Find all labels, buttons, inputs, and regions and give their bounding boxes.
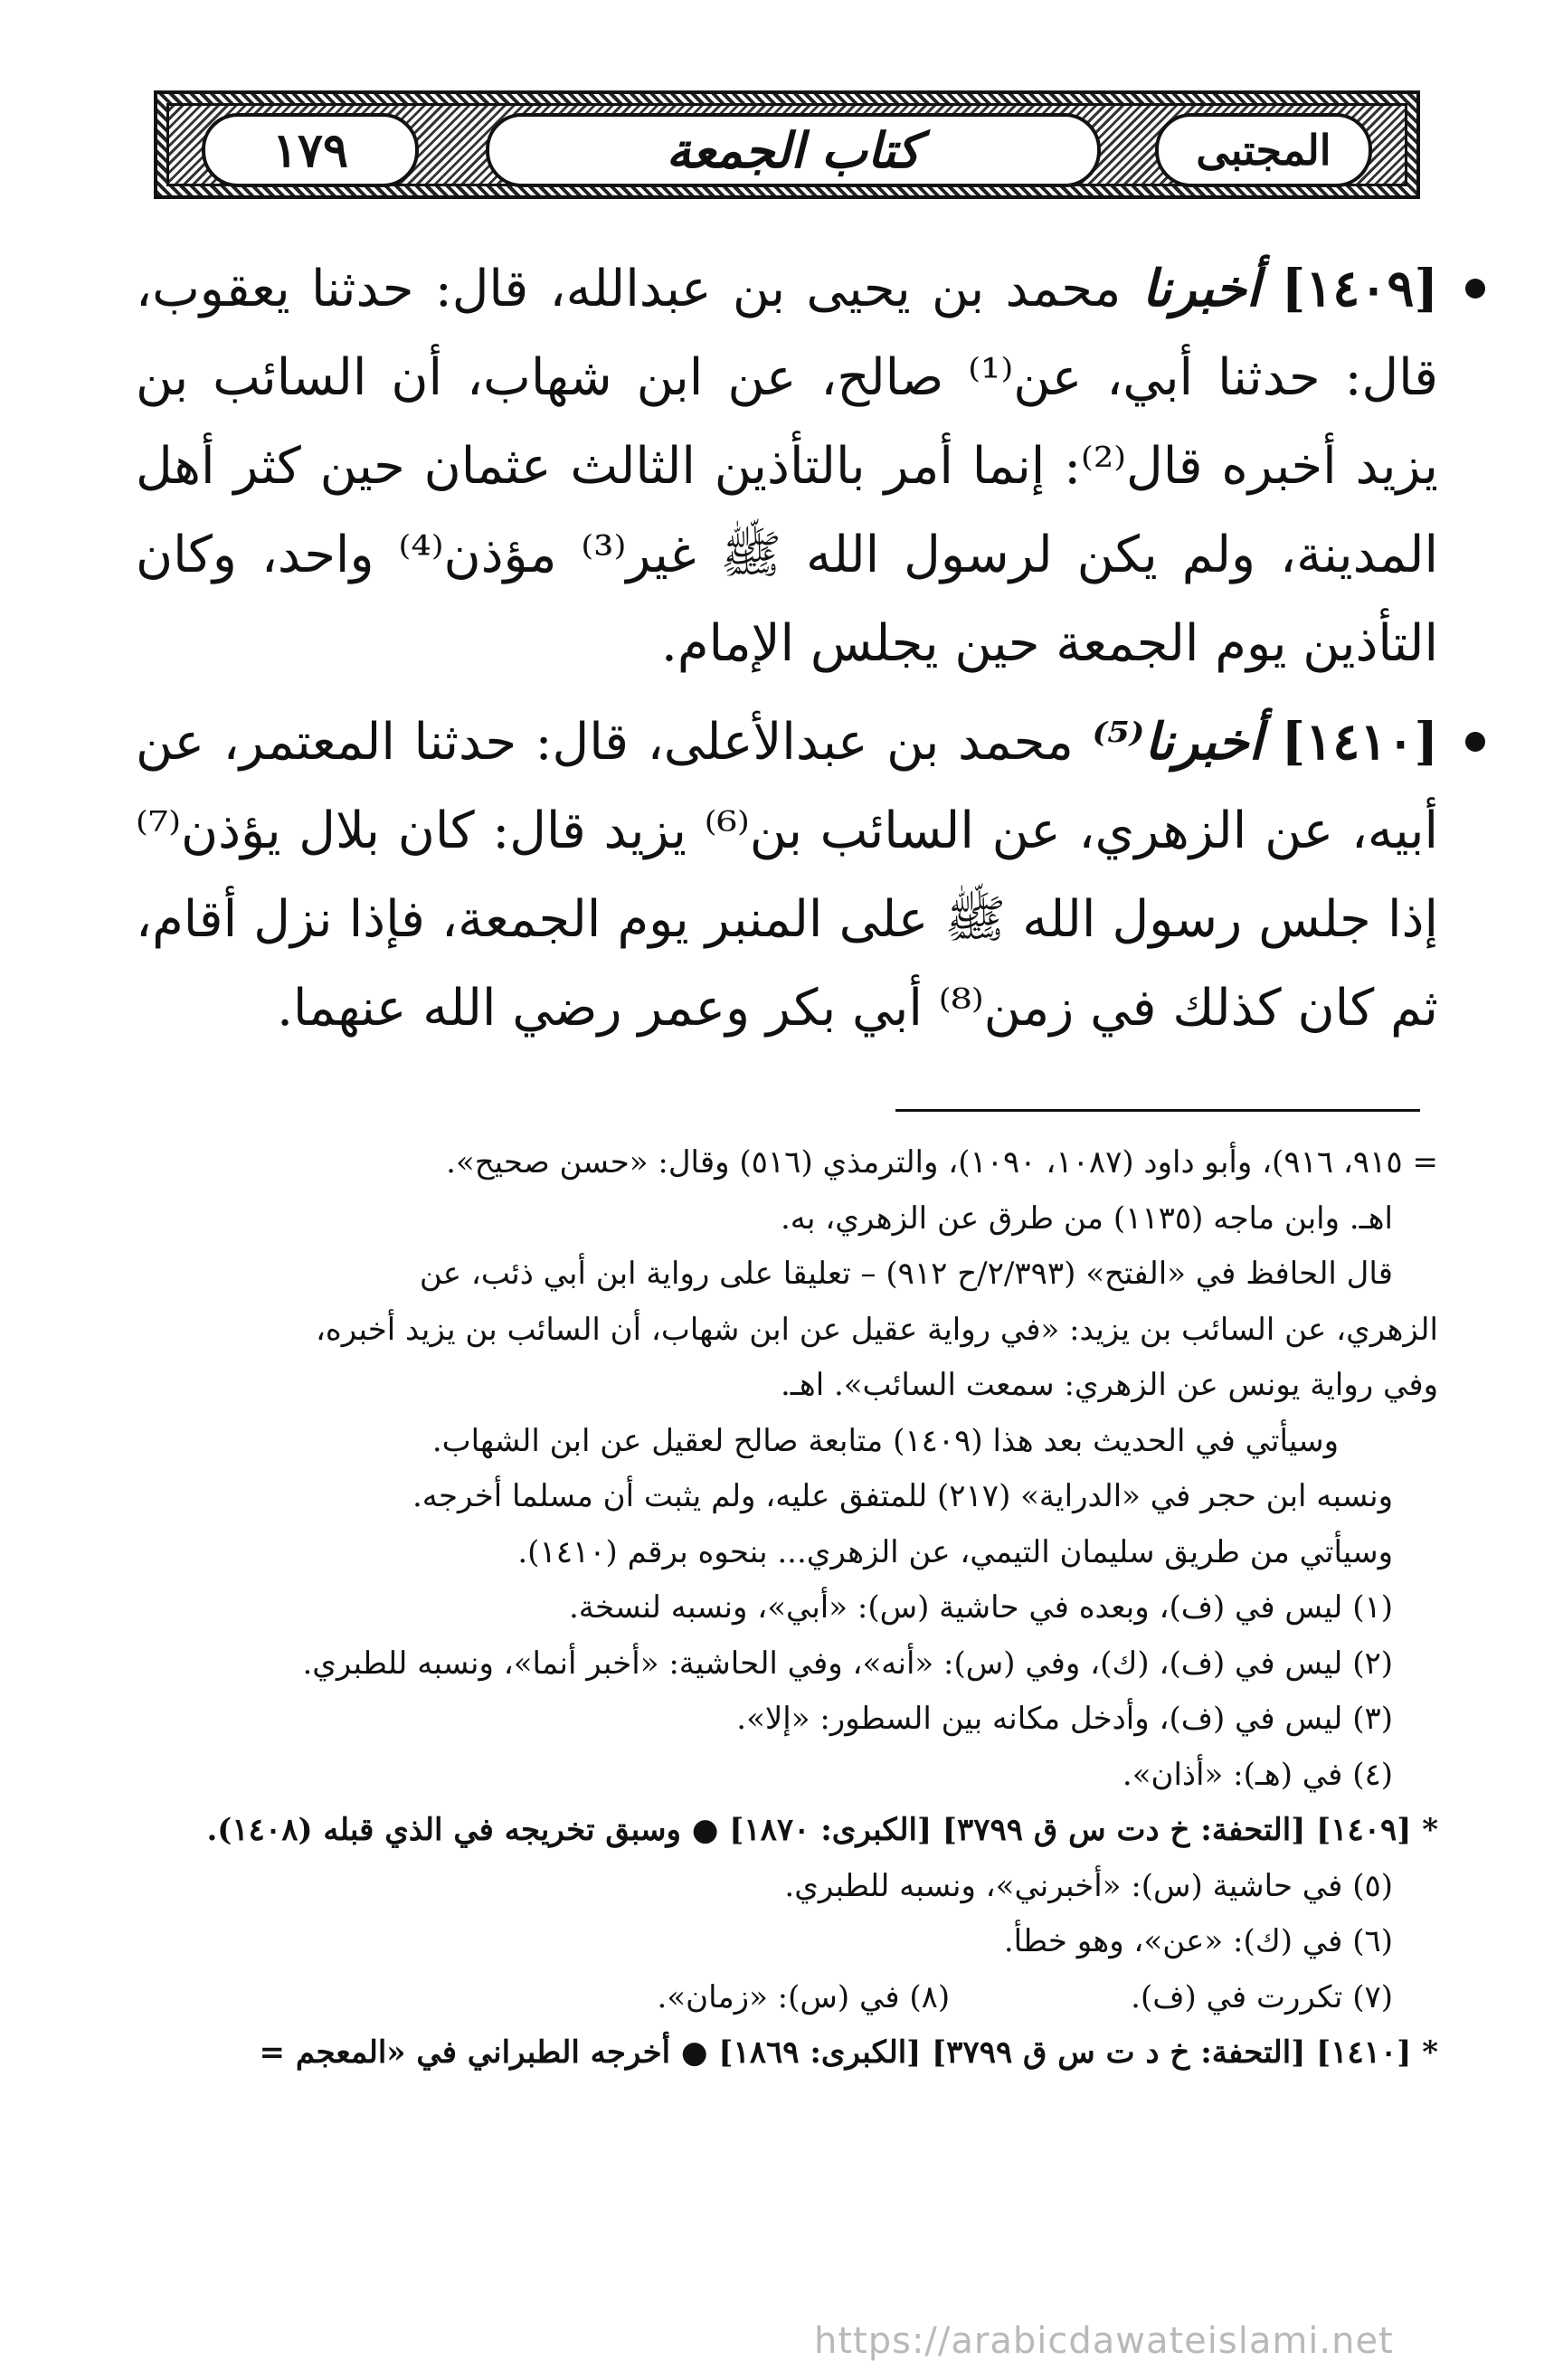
footnote-line: = ٩١٥، ٩١٦)، وأبو داود (١٠٨٧، ١٠٩٠)، والترمذي (٥١٦) وقال: «حسن صحيح». bbox=[446, 1144, 1438, 1181]
watermark: https://arabicdawateislami.net bbox=[814, 2320, 1394, 2362]
hadith-number: [١٤١٠] bbox=[1281, 712, 1438, 772]
footnote-line: (٧) تكررت في (ف). bbox=[1131, 1978, 1393, 2015]
hadith-number: [١٤٠٩] bbox=[1281, 259, 1438, 318]
footnote-divider bbox=[895, 1109, 1420, 1112]
hadith-line: ﷺ غير⁽³⁾ مؤذن⁽⁴⁾ واحد، وكان التأذين يوم الجمعة حين يجلس الإمام. bbox=[136, 526, 1438, 673]
footnote-line: (١) ليس في (ف)، وبعده في حاشية (س): «أبي»، ونسبه لنسخة. bbox=[568, 1589, 1393, 1626]
footnote-line: (٣) ليس في (ف)، وأدخل مكانه بين السطور: «إلا». bbox=[736, 1701, 1393, 1737]
page-number: ١٧٩ bbox=[202, 113, 419, 187]
footnote-line: الزهري، عن السائب بن يزيد: «في رواية عقيل عن ابن شهاب، أن السائب بن يزيد أخبره، bbox=[315, 1311, 1438, 1348]
footnote-pair bbox=[136, 1970, 1438, 2026]
footnote-line: وسيأتي من طريق سليمان التيمي، عن الزهري... بنحوه برقم (١٤١٠). bbox=[517, 1533, 1393, 1570]
banner-ornament bbox=[166, 103, 1407, 186]
footnote-line: ونسبه ابن حجر في «الدراية» (٢١٧) للمتفق عليه، ولم يثبت أن مسلما أخرجه. bbox=[412, 1478, 1393, 1514]
hadith-line: إنما أمر بالتأذين الثالث عثمان حين كثر أهل المدينة، ولم يكن لرسول الله bbox=[136, 437, 1439, 584]
chapter-title: كتاب الجمعة bbox=[486, 113, 1101, 187]
footnote-line: وفي رواية يونس عن الزهري: سمعت السائب». اهـ. bbox=[781, 1367, 1438, 1403]
hadith-line: محمد بن عبدالأعلى، قال: حدثنا المعتمر، عن أبيه، عن bbox=[136, 713, 1439, 860]
akhbarana-word: أخبرنا⁽⁵⁾ bbox=[1092, 712, 1264, 772]
hadith-line: أبي بكر وعمر رضي الله عنهما. bbox=[277, 979, 923, 1038]
footnote-line: اهـ. وابن ماجه (١١٣٥) من طرق عن الزهري، به. bbox=[780, 1199, 1393, 1237]
footnote-line: (٨) في (س): «زمان». bbox=[657, 1978, 951, 2015]
takhrij-line: * [١٤٠٩] [التحفة: خ دت س ق ٣٧٩٩] [الكبرى: ١٨٧٠] ● وسبق تخريجه في الذي قبله (١٤٠٨). bbox=[206, 1812, 1438, 1848]
hadith-1410 bbox=[136, 697, 1438, 1053]
footnote-line: (٢) ليس في (ف)، (ك)، وفي (س): «أنه»، وفي الحاشية: «أخبر أنما»، ونسبه للطبري. bbox=[302, 1645, 1393, 1682]
footnote-line: (٤) في (هـ): «أذان». bbox=[1122, 1756, 1393, 1793]
footnote-line: وسيأتي في الحديث بعد هذا (١٤٠٩) متابعة صالح لعقيل عن ابن الشهاب. bbox=[431, 1422, 1339, 1459]
footnote-line: (٥) في حاشية (س): «أخبرني»، ونسبه للطبري. bbox=[784, 1867, 1393, 1904]
hadith-line: حدثنا أبي، عن⁽¹⁾ صالح، عن ابن شهاب، أن السائب بن يزيد أخبره قال⁽²⁾: bbox=[136, 348, 1438, 496]
hadith-line: محمد بن يحيى بن عبدالله، قال: حدثنا يعقوب، قال: bbox=[136, 260, 1439, 407]
footnote-line: (٦) في (ك): «عن»، وهو خطأ. bbox=[1003, 1923, 1393, 1959]
footnotes bbox=[136, 1135, 1438, 2081]
footnote-line: قال الحافظ في «الفتح» (٢/٣٩٣/ح ٩١٢) – تعليقا على رواية ابن أبي ذئب، عن bbox=[419, 1256, 1393, 1292]
main-text bbox=[136, 244, 1438, 1062]
takhrij-line: * [١٤١٠] [التحفة: خ د ت س ق ٣٧٩٩] [الكبرى: ١٨٦٩] ● أخرجه الطبراني في «المعجم = bbox=[259, 2034, 1438, 2071]
hadith-1409 bbox=[136, 244, 1438, 688]
hadith-line: الزهري، عن السائب بن⁽⁶⁾ يزيد قال: كان بلال يؤذن⁽⁷⁾ إذا جلس رسول الله bbox=[136, 801, 1438, 949]
bullet-icon bbox=[1465, 279, 1485, 299]
book-title: المجتبى bbox=[1155, 113, 1372, 187]
bullet-icon bbox=[1465, 732, 1485, 752]
header-banner bbox=[154, 90, 1420, 199]
akhbarana-word: أخبرنا bbox=[1141, 259, 1261, 318]
hadith-line: ﷺ على المنبر يوم الجمعة، فإذا نزل أقام، ثم كان كذلك في زمن⁽⁸⁾ bbox=[136, 890, 1438, 1038]
